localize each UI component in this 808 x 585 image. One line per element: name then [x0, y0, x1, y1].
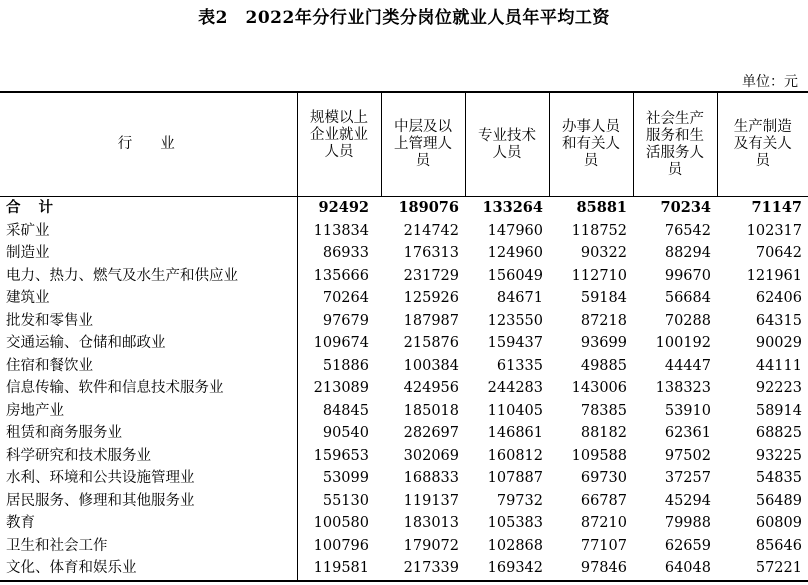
table-row [0, 332, 808, 355]
wage-value-cell: 97502 [664, 447, 711, 464]
wage-value-cell: 62659 [664, 537, 711, 554]
wage-value-cell: 119581 [297, 557, 381, 581]
wage-value-cell: 424956 [403, 380, 459, 397]
wage-value-cell: 99670 [664, 267, 711, 284]
header-col-3 [465, 92, 549, 197]
wage-value-cell: 90029 [755, 335, 802, 352]
header-col-4-label: 办事人员和有关人员 [562, 119, 620, 169]
industry-name-cell: 电力、热力、燃气及水生产和供应业 [6, 267, 238, 284]
wage-value-cell: 90322 [580, 245, 627, 262]
wage-value-cell: 123550 [487, 312, 543, 329]
wage-value-cell: 90540 [297, 422, 381, 445]
wage-value-cell: 124960 [487, 245, 543, 262]
wage-value-cell: 179072 [403, 537, 459, 554]
wage-value-cell: 66787 [580, 492, 627, 509]
wage-value-cell: 143006 [571, 380, 627, 397]
wage-value-cell: 70642 [755, 245, 802, 262]
wage-value-cell: 100796 [297, 535, 381, 558]
wage-value-cell: 88294 [664, 245, 711, 262]
header-col-1 [297, 92, 381, 197]
industry-name-cell: 卫生和社会工作 [6, 537, 108, 554]
wage-value-cell: 183013 [403, 515, 459, 532]
header-row [0, 92, 808, 197]
wage-value-cell: 84845 [297, 400, 381, 423]
wage-value-cell: 282697 [403, 425, 459, 442]
industry-name-cell: 租赁和商务服务业 [6, 425, 122, 442]
wage-value-cell: 60809 [755, 515, 802, 532]
wage-value-cell: 92223 [755, 380, 802, 397]
wage-value-cell: 185018 [403, 402, 459, 419]
wage-value-cell: 53099 [297, 467, 381, 490]
wage-value-cell: 118752 [571, 222, 627, 239]
wage-value-cell: 187987 [403, 312, 459, 329]
industry-name-cell: 制造业 [6, 245, 50, 262]
wage-value-cell: 169342 [465, 557, 549, 581]
header-col-5 [633, 92, 717, 197]
industry-name-cell: 信息传输、软件和信息技术服务业 [6, 380, 224, 397]
wage-value-cell: 109674 [297, 332, 381, 355]
wage-value-cell: 85881 [576, 199, 627, 217]
wage-value-cell: 97679 [297, 310, 381, 333]
wage-value-cell: 159437 [487, 335, 543, 352]
wage-value-cell: 85646 [755, 537, 802, 554]
table-title: 表2 2022年分行业门类分岗位就业人员年平均工资 [198, 8, 610, 28]
table-row [0, 377, 808, 400]
wage-table [0, 91, 808, 582]
wage-value-cell: 56489 [755, 492, 802, 509]
wage-value-cell: 53910 [664, 402, 711, 419]
wage-value-cell: 78385 [580, 402, 627, 419]
wage-value-cell: 176313 [403, 245, 459, 262]
wage-value-cell: 215876 [403, 335, 459, 352]
wage-value-cell: 119137 [403, 492, 459, 509]
unit-label: 单位：元 [742, 74, 798, 90]
header-industry: 行业 [0, 92, 297, 197]
wage-value-cell: 97846 [549, 557, 633, 581]
wage-value-cell: 93699 [580, 335, 627, 352]
wage-value-cell: 87218 [580, 312, 627, 329]
wage-value-cell: 156049 [487, 267, 543, 284]
wage-value-cell: 146861 [487, 425, 543, 442]
table-row-total [0, 197, 808, 220]
wage-value-cell: 57221 [717, 557, 808, 581]
table-row [0, 287, 808, 310]
wage-value-cell: 86933 [297, 242, 381, 265]
table-body [0, 197, 808, 581]
wage-value-cell: 69730 [580, 470, 627, 487]
wage-value-cell: 61335 [496, 357, 543, 374]
table-row [0, 445, 808, 468]
wage-value-cell: 70264 [297, 287, 381, 310]
table-row [0, 422, 808, 445]
wage-value-cell: 214742 [403, 222, 459, 239]
table-row [0, 557, 808, 581]
table-row [0, 400, 808, 423]
wage-value-cell: 55130 [297, 490, 381, 513]
wage-value-cell: 160812 [487, 447, 543, 464]
wage-value-cell: 88182 [580, 425, 627, 442]
table-row [0, 355, 808, 378]
table-row [0, 220, 808, 243]
wage-value-cell: 231729 [403, 267, 459, 284]
industry-name-cell: 教育 [6, 515, 35, 532]
wage-value-cell: 49885 [580, 357, 627, 374]
wage-value-cell: 121961 [746, 267, 802, 284]
industry-name-cell: 房地产业 [6, 402, 64, 419]
header-col-4 [549, 92, 633, 197]
wage-value-cell: 54835 [755, 470, 802, 487]
wage-value-cell: 87210 [580, 515, 627, 532]
wage-value-cell: 79988 [664, 515, 711, 532]
wage-value-cell: 217339 [381, 557, 465, 581]
wage-value-cell: 159653 [297, 445, 381, 468]
industry-name-cell: 水利、环境和公共设施管理业 [6, 470, 195, 487]
industry-name-cell: 居民服务、修理和其他服务业 [6, 492, 195, 509]
wage-value-cell: 102868 [487, 537, 543, 554]
wage-value-cell: 59184 [580, 290, 627, 307]
wage-value-cell: 135666 [297, 265, 381, 288]
industry-name-cell: 交通运输、仓储和邮政业 [6, 335, 166, 352]
wage-value-cell: 133264 [482, 199, 543, 217]
wage-value-cell: 76542 [664, 222, 711, 239]
table-row [0, 265, 808, 288]
wage-value-cell: 62361 [664, 425, 711, 442]
table-row [0, 535, 808, 558]
wage-value-cell: 109588 [571, 447, 627, 464]
wage-value-cell: 138323 [655, 380, 711, 397]
wage-value-cell: 244283 [487, 380, 543, 397]
wage-value-cell: 168833 [403, 470, 459, 487]
wage-value-cell: 64048 [633, 557, 717, 581]
wage-value-cell: 102317 [746, 222, 802, 239]
wage-value-cell: 110405 [487, 402, 543, 419]
industry-name-cell: 建筑业 [6, 290, 50, 307]
industry-name-cell: 批发和零售业 [6, 312, 93, 329]
wage-value-cell: 37257 [664, 470, 711, 487]
industry-name-cell: 文化、体育和娱乐业 [0, 557, 297, 581]
wage-value-cell: 100192 [655, 335, 711, 352]
wage-value-cell: 58914 [755, 402, 802, 419]
wage-value-cell: 105383 [487, 515, 543, 532]
wage-value-cell: 77107 [580, 537, 627, 554]
table-row [0, 467, 808, 490]
wage-value-cell: 64315 [755, 312, 802, 329]
table-row [0, 242, 808, 265]
industry-name-cell: 科学研究和技术服务业 [6, 447, 151, 464]
header-col-3-label: 专业技术人员 [478, 127, 536, 161]
header-col-2 [381, 92, 465, 197]
wage-value-cell: 51886 [297, 355, 381, 378]
wage-value-cell: 70234 [660, 199, 711, 217]
wage-value-cell: 44447 [664, 357, 711, 374]
wage-value-cell: 100384 [403, 357, 459, 374]
header-col-2-label: 中层及以上管理人员 [394, 119, 452, 169]
header-col-5-label: 社会生产服务和生活服务人员 [646, 110, 704, 178]
wage-value-cell: 68825 [755, 425, 802, 442]
wage-value-cell: 107887 [487, 470, 543, 487]
wage-value-cell: 112710 [571, 267, 627, 284]
header-col-1-label: 规模以上企业就业人员 [310, 110, 368, 160]
wage-value-cell: 45294 [664, 492, 711, 509]
industry-name-cell: 采矿业 [6, 222, 50, 239]
table-row [0, 310, 808, 333]
table-row [0, 490, 808, 513]
wage-value-cell: 70288 [664, 312, 711, 329]
table-row [0, 512, 808, 535]
wage-value-cell: 93225 [755, 447, 802, 464]
industry-name-cell: 住宿和餐饮业 [6, 357, 93, 374]
wage-value-cell: 56684 [664, 290, 711, 307]
industry-name-cell: 合计 [6, 199, 71, 217]
wage-value-cell: 84671 [496, 290, 543, 307]
wage-value-cell: 100580 [297, 512, 381, 535]
wage-value-cell: 44111 [755, 357, 802, 374]
wage-value-cell: 213089 [297, 377, 381, 400]
wage-value-cell: 189076 [398, 199, 459, 217]
wage-value-cell: 302069 [403, 447, 459, 464]
wage-value-cell: 79732 [496, 492, 543, 509]
wage-value-cell: 125926 [403, 290, 459, 307]
wage-value-cell: 113834 [297, 220, 381, 243]
wage-value-cell: 92492 [297, 197, 381, 220]
header-col-6 [717, 92, 808, 197]
header-col-6-label: 生产制造及有关人员 [733, 119, 792, 169]
wage-value-cell: 147960 [487, 222, 543, 239]
wage-value-cell: 71147 [751, 199, 802, 217]
wage-value-cell: 62406 [755, 290, 802, 307]
